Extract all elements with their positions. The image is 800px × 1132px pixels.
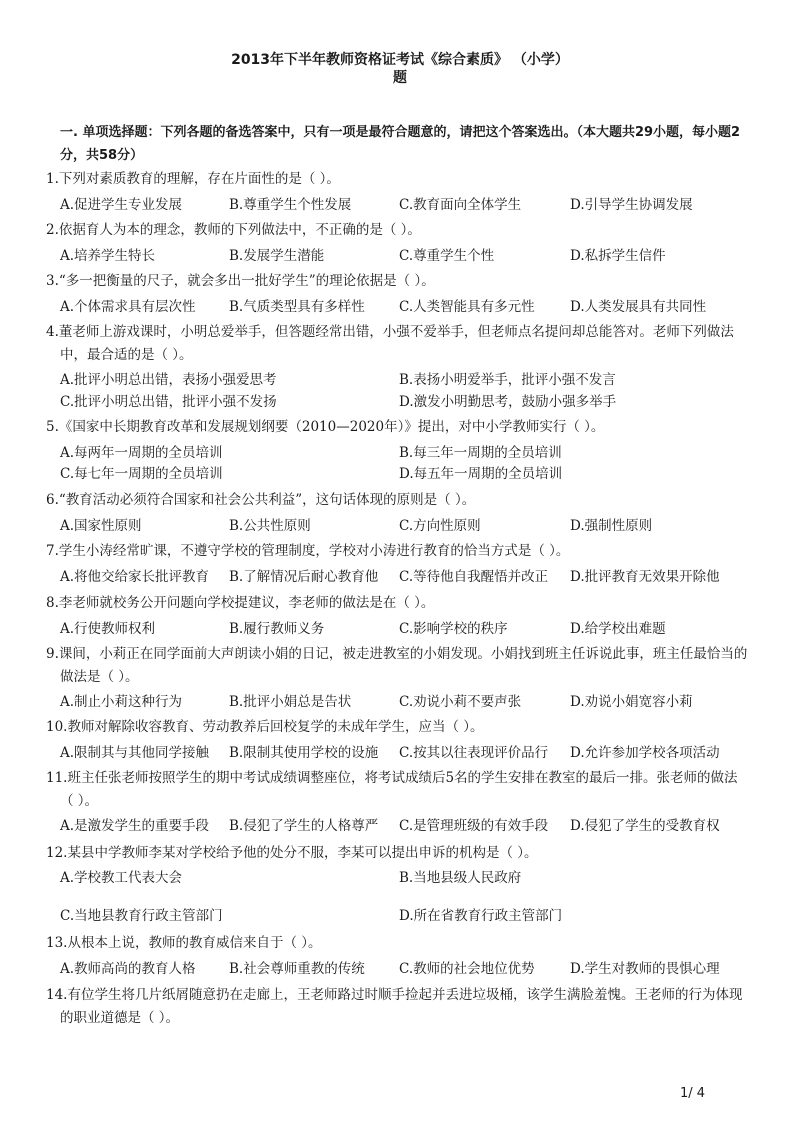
option-c: C.等待他自我醒悟并改正 <box>399 569 549 585</box>
option-a: A.国家性原则 <box>60 518 142 534</box>
option-d: D.每五年一周期的全员培训 <box>399 466 563 482</box>
option-b: B.侵犯了学生的人格尊严 <box>229 818 379 834</box>
option-a: A.每两年一周期的全员培训 <box>60 445 223 461</box>
question-stem: 2.依据育人为本的理念，教师的下列做法中，不正确的是（ ）。 <box>46 222 421 238</box>
option-a: A.学校教工代表大会 <box>60 870 183 886</box>
option-b: B.当地县级人民政府 <box>399 870 522 886</box>
question-stem: 4.董老师上游戏课时，小明总爱举手，但答题经常出错，小强不爱举手，但老师点名提问却总能答对。老师下列做法中，最合适的是（ ）。 <box>46 324 734 363</box>
option-b: B.限制其使用学校的设施 <box>229 745 379 761</box>
option-c: C.方向性原则 <box>399 518 481 534</box>
option-b: B.了解情况后耐心教育他 <box>229 569 379 585</box>
option-c: C.尊重学生个性 <box>399 248 495 264</box>
question-stem: 3.“多一把衡量的尺子，就会多出一批好学生”的理论依据是（ ）。 <box>46 273 435 289</box>
option-c: C.影响学校的秩序 <box>399 621 508 637</box>
option-a: A.批评小明总出错，表扬小强爱思考 <box>60 372 277 388</box>
option-b: B.社会尊师重教的传统 <box>229 961 365 977</box>
option-c: C.按其以往表现评价品行 <box>399 745 549 761</box>
option-c: C.是管理班级的有效手段 <box>399 818 549 834</box>
option-b: B.尊重学生个性发展 <box>229 197 352 213</box>
option-d: D.侵犯了学生的受教育权 <box>570 818 720 834</box>
option-c: C.劝说小莉不要声张 <box>399 694 522 710</box>
question-stem: 7.学生小涛经常旷课，不遵守学校的管理制度，学校对小涛进行教育的恰当方式是（ ）。 <box>46 543 570 559</box>
option-c: C.教育面向全体学生 <box>399 197 522 213</box>
question-stem: 10.教师对解除收容教育、劳动教养后回校复学的未成年学生，应当（ ）。 <box>46 719 484 735</box>
question-stem: 11.班主任张老师按照学生的期中考试成绩调整座位，将考试成绩后5名的学生安排在教室的最后一排。张老师的做法（ ）。 <box>46 770 738 809</box>
question-stem: 9.课间，小莉正在同学面前大声朗读小娟的日记，被走进教室的小娟发现。小娟找到班主任诉说此事，班主任最恰当的做法是（ ）。 <box>46 646 748 685</box>
option-a: A.制止小莉这种行为 <box>60 694 183 710</box>
option-c: C.批评小明总出错，批评小强不发扬 <box>60 394 277 410</box>
option-b: B.发展学生潜能 <box>229 248 325 264</box>
option-c: C.当地县教育行政主管部门 <box>60 908 223 924</box>
option-c: C.每七年一周期的全员培训 <box>60 466 223 482</box>
option-c: C.教师的社会地位优势 <box>399 961 535 977</box>
exam-title: 2013年下半年教师资格证考试《综合素质》 （小学） <box>231 52 569 68</box>
question-stem: 5.《国家中长期教育改革和发展规划纲要（2010—2020年）》提出，对中小学教师实行（ ）。 <box>46 419 605 435</box>
question-stem: 14.有位学生将几片纸屑随意扔在走廊上，王老师路过时顺手捡起并丢进垃圾桶，该学生满脸羞愧。王老师的行为体现的职业道德是（ ）。 <box>46 987 743 1026</box>
option-d: D.激发小明勤思考，鼓励小强多举手 <box>399 394 617 410</box>
option-a: A.教师高尚的教育人格 <box>60 961 196 977</box>
option-d: D.劝说小娟宽容小莉 <box>570 694 693 710</box>
section-heading: 一. 单项选择题：下列各题的备选答案中，只有一项是最符合题意的，请把这个答案选出。（本大题共29小题，每小题2分，共58分） <box>60 125 741 163</box>
option-c: C.人类智能具有多元性 <box>399 299 535 315</box>
option-d: D.人类发展具有共同性 <box>570 299 707 315</box>
option-b: B.气质类型具有多样性 <box>229 299 365 315</box>
option-b: B.每三年一周期的全员培训 <box>399 445 562 461</box>
option-d: D.引导学生协调发展 <box>570 197 693 213</box>
question-stem: 13.从根本上说，教师的教育威信来自于（ ）。 <box>46 935 322 951</box>
option-b: B.批评小娟总是告状 <box>229 694 352 710</box>
option-d: D.私拆学生信件 <box>570 248 666 264</box>
option-d: D.学生对教师的畏惧心理 <box>570 961 720 977</box>
option-a: A.是激发学生的重要手段 <box>60 818 210 834</box>
option-b: B.表扬小明爱举手，批评小强不发言 <box>399 372 616 388</box>
option-d: D.所在省教育行政主管部门 <box>399 908 563 924</box>
option-a: A.个体需求具有层次性 <box>60 299 196 315</box>
option-a: A.将他交给家长批评教育 <box>60 569 210 585</box>
option-d: D.强制性原则 <box>570 518 653 534</box>
option-a: A.限制其与其他同学接触 <box>60 745 210 761</box>
option-a: A.促进学生专业发展 <box>60 197 183 213</box>
option-b: B.履行教师义务 <box>229 621 325 637</box>
question-stem: 8.李老师就校务公开问题向学校提建议，李老师的做法是在（ ）。 <box>46 595 435 611</box>
option-a: A.行使教师权利 <box>60 621 156 637</box>
option-d: D.允许参加学校各项活动 <box>570 745 720 761</box>
page-number: 1/ 4 <box>680 1086 706 1101</box>
option-b: B.公共性原则 <box>229 518 311 534</box>
option-d: D.批评教育无效果开除他 <box>570 569 720 585</box>
question-stem: 12.某县中学教师李某对学校给予他的处分不服，李某可以提出申诉的机构是（ ）。 <box>46 845 538 861</box>
option-d: D.给学校出难题 <box>570 621 666 637</box>
exam-title-continued: 题 <box>393 70 407 86</box>
question-stem: 6.“教育活动必须符合国家和社会公共利益”，这句话体现的原则是（ ）。 <box>46 492 476 508</box>
option-a: A.培养学生特长 <box>60 248 156 264</box>
question-stem: 1.下列对素质教育的理解，存在片面性的是（ ）。 <box>46 171 340 187</box>
